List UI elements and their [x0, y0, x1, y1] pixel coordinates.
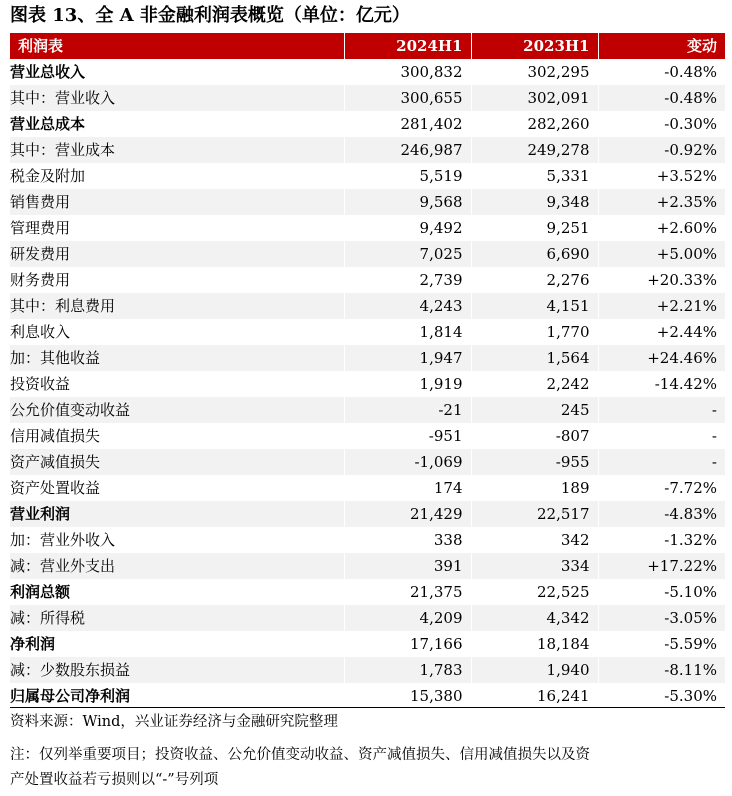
value-2023h1: -955: [471, 449, 598, 475]
value-2024h1: 1,919: [344, 371, 471, 397]
value-2023h1: 2,276: [471, 267, 598, 293]
row-label: 销售费用: [10, 189, 344, 215]
value-2023h1: 16,241: [471, 683, 598, 709]
value-2023h1: 189: [471, 475, 598, 501]
table-row: [10, 215, 725, 241]
value-change: +2.35%: [598, 189, 725, 215]
value-change: -: [711, 427, 717, 445]
table-row: [10, 345, 725, 371]
value-2023h1: 9,348: [471, 189, 598, 215]
value-change: -0.92%: [598, 137, 725, 163]
value-2024h1: 7,025: [344, 241, 471, 267]
value-change: -14.42%: [654, 375, 717, 393]
header-item: 利润表: [10, 33, 344, 59]
row-label: 利润总额: [10, 579, 344, 605]
value-2023h1: 5,331: [471, 163, 598, 189]
row-label: 其中：营业成本: [10, 137, 344, 163]
row-label: 其中：营业收入: [10, 85, 344, 111]
table-row: [10, 449, 725, 475]
value-change: -: [598, 397, 725, 423]
value-2023h1: 1,940: [471, 657, 598, 683]
row-label: 净利润: [10, 631, 344, 657]
value-2024h1: 17,166: [344, 631, 471, 657]
value-2023h1: 249,278: [471, 137, 598, 163]
value-2023h1: 6,690: [471, 241, 598, 267]
value-change: +2.44%: [656, 323, 717, 341]
table-row: [10, 241, 725, 267]
value-2024h1: 5,519: [344, 163, 471, 189]
value-change: +5.00%: [598, 241, 725, 267]
row-label: 资产处置收益: [10, 475, 344, 501]
table-row: [10, 59, 725, 85]
row-label: 营业利润: [10, 501, 344, 527]
value-2024h1: 4,243: [344, 293, 471, 319]
value-2023h1: 18,184: [471, 631, 598, 657]
table-row: [10, 137, 725, 163]
value-change: -4.83%: [598, 501, 725, 527]
table-row: [10, 501, 725, 527]
table-row: [10, 527, 725, 553]
value-2023h1: 282,260: [471, 111, 598, 137]
value-change: +2.21%: [598, 293, 725, 319]
value-2023h1: 1,770: [471, 319, 598, 345]
value-2023h1: 22,517: [471, 501, 598, 527]
value-2024h1: -951: [344, 423, 471, 449]
value-change: -1.32%: [664, 531, 717, 549]
table-row: [10, 657, 725, 683]
value-change: -7.72%: [664, 479, 717, 497]
value-2024h1: 2,739: [344, 267, 471, 293]
table-header-row: [10, 33, 725, 59]
value-2024h1: 21,429: [344, 501, 471, 527]
value-change: +20.33%: [647, 271, 717, 289]
table-row: [10, 553, 725, 579]
value-change: +2.60%: [656, 219, 717, 237]
table-row: [10, 163, 725, 189]
value-2023h1: 302,091: [471, 85, 598, 111]
value-2024h1: 1,814: [344, 319, 471, 345]
value-2023h1: 4,342: [471, 605, 598, 631]
table-row: [10, 683, 725, 709]
value-2024h1: -1,069: [344, 449, 471, 475]
value-2023h1: 342: [471, 527, 598, 553]
value-2023h1: 1,564: [471, 345, 598, 371]
value-2024h1: 391: [344, 553, 471, 579]
figure-title: 图表 13、全 A 非金融利润表概览（单位：亿元）: [10, 5, 410, 26]
value-change: -0.30%: [664, 115, 717, 133]
header-2023h1: 2023H1: [471, 33, 598, 59]
value-change: -0.48%: [664, 63, 717, 81]
row-label: 利息收入: [10, 319, 344, 345]
value-2023h1: 245: [471, 397, 598, 423]
value-2024h1: 1,783: [344, 657, 471, 683]
row-label: 资产减值损失: [10, 449, 344, 475]
value-2023h1: 2,242: [471, 371, 598, 397]
table-body: [10, 59, 725, 709]
value-2024h1: 246,987: [344, 137, 471, 163]
table-row: [10, 579, 725, 605]
row-label: 营业总成本: [10, 111, 344, 137]
value-2024h1: 9,568: [344, 189, 471, 215]
table-row: [10, 85, 725, 111]
value-2024h1: 1,947: [344, 345, 471, 371]
row-label: 信用减值损失: [10, 423, 344, 449]
value-2024h1: 9,492: [344, 215, 471, 241]
value-2024h1: 15,380: [344, 683, 471, 709]
table-row: [10, 371, 725, 397]
value-change: +24.46%: [598, 345, 725, 371]
value-2024h1: 4,209: [344, 605, 471, 631]
table-row: [10, 267, 725, 293]
row-label: 加：营业外收入: [10, 527, 344, 553]
row-label: 税金及附加: [10, 163, 344, 189]
income-statement-table: [10, 33, 725, 709]
row-label: 管理费用: [10, 215, 344, 241]
table-row: [10, 631, 725, 657]
value-2024h1: -21: [344, 397, 471, 423]
table-row: [10, 605, 725, 631]
footnote-line-1: 注：仅列举重要项目；投资收益、公允价值变动收益、资产减值损失、信用减值损失以及资: [10, 747, 590, 763]
value-2024h1: 338: [344, 527, 471, 553]
footnote-line-2: 产处置收益若亏损则以“-”号列项: [10, 772, 219, 788]
value-change: +3.52%: [656, 167, 717, 185]
header-2024h1: 2024H1: [344, 33, 471, 59]
row-label: 减：所得税: [10, 605, 344, 631]
table-bottom-rule: [10, 707, 725, 708]
row-label: 减：少数股东损益: [10, 657, 344, 683]
table-row: [10, 475, 725, 501]
row-label: 投资收益: [10, 371, 344, 397]
value-2024h1: 300,832: [344, 59, 471, 85]
value-2024h1: 174: [344, 475, 471, 501]
value-change: -5.10%: [664, 583, 717, 601]
value-2024h1: 281,402: [344, 111, 471, 137]
table-row: [10, 293, 725, 319]
value-change: -: [598, 449, 725, 475]
value-change: -5.30%: [664, 687, 717, 705]
value-change: +17.22%: [598, 553, 725, 579]
value-2023h1: -807: [471, 423, 598, 449]
header-change: 变动: [598, 33, 725, 59]
table-row: [10, 397, 725, 423]
row-label: 其中：利息费用: [10, 293, 344, 319]
value-change: -3.05%: [598, 605, 725, 631]
row-label: 减：营业外支出: [10, 553, 344, 579]
value-2023h1: 302,295: [471, 59, 598, 85]
row-label: 公允价值变动收益: [10, 397, 344, 423]
row-label: 加：其他收益: [10, 345, 344, 371]
table-row: [10, 189, 725, 215]
value-2023h1: 4,151: [471, 293, 598, 319]
value-2023h1: 22,525: [471, 579, 598, 605]
table-row: [10, 111, 725, 137]
value-2024h1: 21,375: [344, 579, 471, 605]
row-label: 归属母公司净利润: [10, 683, 344, 709]
value-change: -0.48%: [598, 85, 725, 111]
table-row: [10, 319, 725, 345]
value-change: -5.59%: [664, 635, 717, 653]
row-label: 营业总收入: [10, 59, 344, 85]
row-label: 财务费用: [10, 267, 344, 293]
row-label: 研发费用: [10, 241, 344, 267]
value-2023h1: 334: [471, 553, 598, 579]
value-change: -8.11%: [598, 657, 725, 683]
value-2024h1: 300,655: [344, 85, 471, 111]
source-note: 资料来源：Wind，兴业证券经济与金融研究院整理: [10, 714, 338, 730]
value-2023h1: 9,251: [471, 215, 598, 241]
table-row: [10, 423, 725, 449]
